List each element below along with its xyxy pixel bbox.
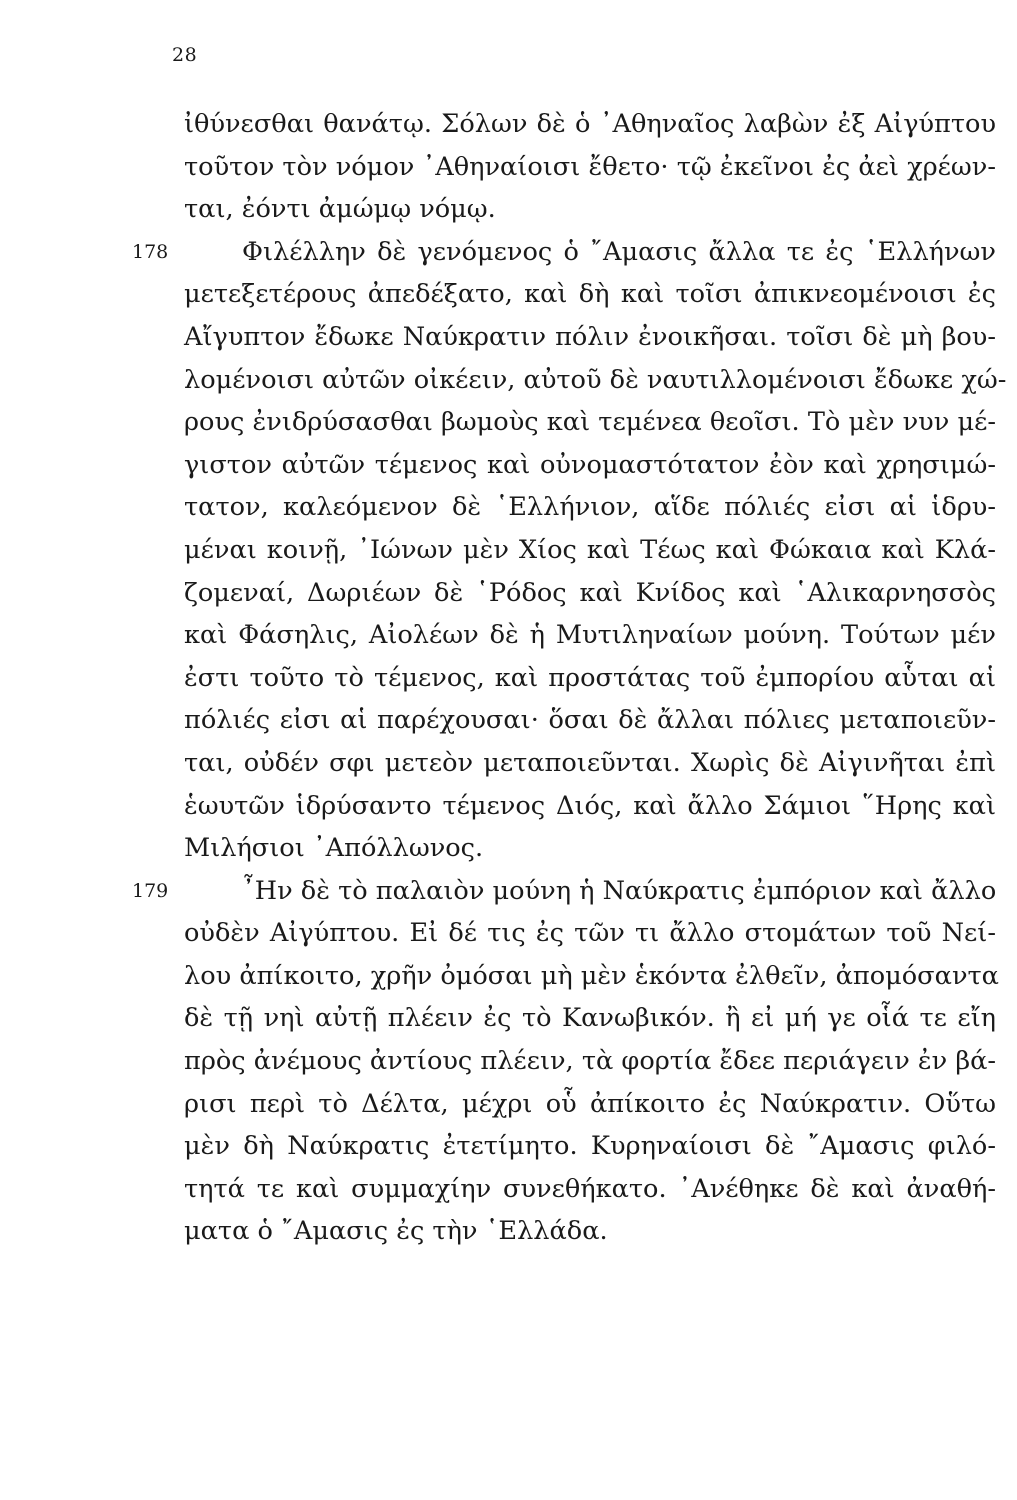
line-text: λομένοισι αὐτῶν οἰκέειν, αὐτοῦ δὲ ναυτιλλομένοισι ἔδωκε χώ- [184,364,1007,395]
text-line [184,1040,996,1083]
line-text: ρισι περὶ τὸ Δέλτα, μέχρι οὗ ἀπίκοιτο ἐς Ναύκρατιν. Οὕτω [184,1088,996,1119]
text-line [184,1083,996,1126]
text-line [132,870,997,913]
chapter-number: 179 [132,879,169,902]
text-line [184,146,996,189]
paragraph [184,103,996,231]
line-text: γιστον αὐτῶν τέμενος καὶ οὐνομαστότατον ἐὸν καὶ χρησιμώ- [184,449,996,480]
text-line [184,614,996,657]
text-line [132,231,996,274]
text-line [184,401,996,444]
line-text: ἐστι τοῦτο τὸ τέμενος, καὶ προστάτας τοῦ ἐμπορίου αὗται αἱ [184,662,996,693]
line-text: Μιλήσιοι ᾿Απόλλωνος. [184,833,484,864]
line-text: Φιλέλλην δὲ γενόμενος ὁ ῎Αμασις ἄλλα τε ἐς ῾Ελλήνων [242,236,996,267]
line-text: μέναι κοινῇ, ᾿Ιώνων μὲν Χίος καὶ Τέως καὶ Φώκαια καὶ Κλά- [184,534,996,565]
line-text: ἰθύνεσθαι θανάτῳ. Σόλων δὲ ὁ ᾿Αθηναῖος λαβὼν ἐξ Αἰγύπτου [184,109,996,139]
line-text: καὶ Φάσηλις, Αἰολέων δὲ ἡ Μυτιληναίων μούνη. Τούτων μέν [184,620,996,651]
text-line [184,359,1007,402]
text-line [184,912,996,955]
paragraph [132,870,999,1253]
text-line [184,188,996,231]
line-text: ζομεναί, Δωριέων δὲ ῾Ρόδος καὶ Κνίδος καὶ ῾Αλικαρνησσὸς [184,577,996,608]
text-line [184,699,996,742]
line-text: Αἴγυπτον ἔδωκε Ναύκρατιν πόλιν ἐνοικῆσαι. τοῖσι δὲ μὴ βου- [184,321,996,352]
text-line [184,997,996,1040]
text-line [184,486,996,529]
text-line [184,827,996,870]
paragraph [132,231,1007,870]
line-text: μετεξετέρους ἀπεδέξατο, καὶ δὴ καὶ τοῖσι ἀπικνεομένοισι ἐς [184,279,996,310]
text-line [184,444,996,487]
text-line [184,742,996,785]
line-text: λου ἀπίκοιτο, χρῆν ὀμόσαι μὴ μὲν ἑκόντα ἐλθεῖν, ἀπομόσαντα [184,960,999,991]
text-line [184,529,996,572]
line-text: μὲν δὴ Ναύκρατις ἐτετίμητο. Κυρηναίοισι δὲ ῎Αμασις φιλό- [184,1131,996,1162]
line-text: τητά τε καὶ συμμαχίην συνεθήκατο. ᾿Ανέθηκε δὲ καὶ ἀναθή- [184,1173,996,1204]
text-line [184,1168,996,1211]
text-line [184,955,999,998]
text-line [184,657,996,700]
text-line [184,316,996,359]
line-text: πρὸς ἀνέμους ἀντίους πλέειν, τὰ φορτία ἔδεε περιάγειν ἐν βά- [184,1046,997,1077]
text-line [184,103,996,146]
line-text: ται, οὐδέν σφι μετεὸν μεταποιεῦνται. Χωρὶς δὲ Αἰγινῆται ἐπὶ [184,747,996,778]
line-text: τατον, καλεόμενον δὲ ῾Ελλήνιον, αἵδε πόλιές εἰσι αἱ ἱδρυ- [184,492,996,523]
main-text [132,103,1007,1253]
line-text: πόλιές εἰσι αἱ παρέχουσαι· ὅσαι δὲ ἄλλαι πόλιες μεταποιεῦν- [184,705,996,736]
text-line [184,273,996,316]
line-text: ῏Ην δὲ τὸ παλαιὸν μούνη ἡ Ναύκρατις ἐμπόριον καὶ ἄλλο [242,875,997,906]
page-number: 28 [172,44,198,66]
line-text: ρους ἐνιδρύσασθαι βωμοὺς καὶ τεμένεα θεοῖσι. Τὸ μὲν νυν μέ- [184,407,996,438]
chapter-number: 178 [132,240,169,263]
line-text: δὲ τῇ νηὶ αὐτῇ πλέειν ἐς τὸ Κανωβικόν. ἢ εἰ μή γε οἷά τε εἴη [184,1003,996,1034]
line-text: ἑωυτῶν ἱδρύσαντο τέμενος Διός, καὶ ἄλλο Σάμιοι ῞Ηρης καὶ [184,790,996,821]
line-text: ματα ὁ ῎Αμασις ἐς τὴν ῾Ελλάδα. [184,1216,608,1247]
text-line [184,1125,996,1168]
line-text: οὐδὲν Αἰγύπτου. Εἰ δέ τις ἐς τῶν τι ἄλλο στομάτων τοῦ Νεί- [184,918,996,949]
line-text: τοῦτον τὸν νόμον ᾿Αθηναίοισι ἔθετο· τῷ ἐκεῖνοι ἐς ἀεὶ χρέων- [184,151,996,182]
text-line [184,1210,996,1253]
text-line [184,572,996,615]
text-line [184,785,996,828]
line-text: ται, ἐόντι ἀμώμῳ νόμῳ. [184,194,496,225]
